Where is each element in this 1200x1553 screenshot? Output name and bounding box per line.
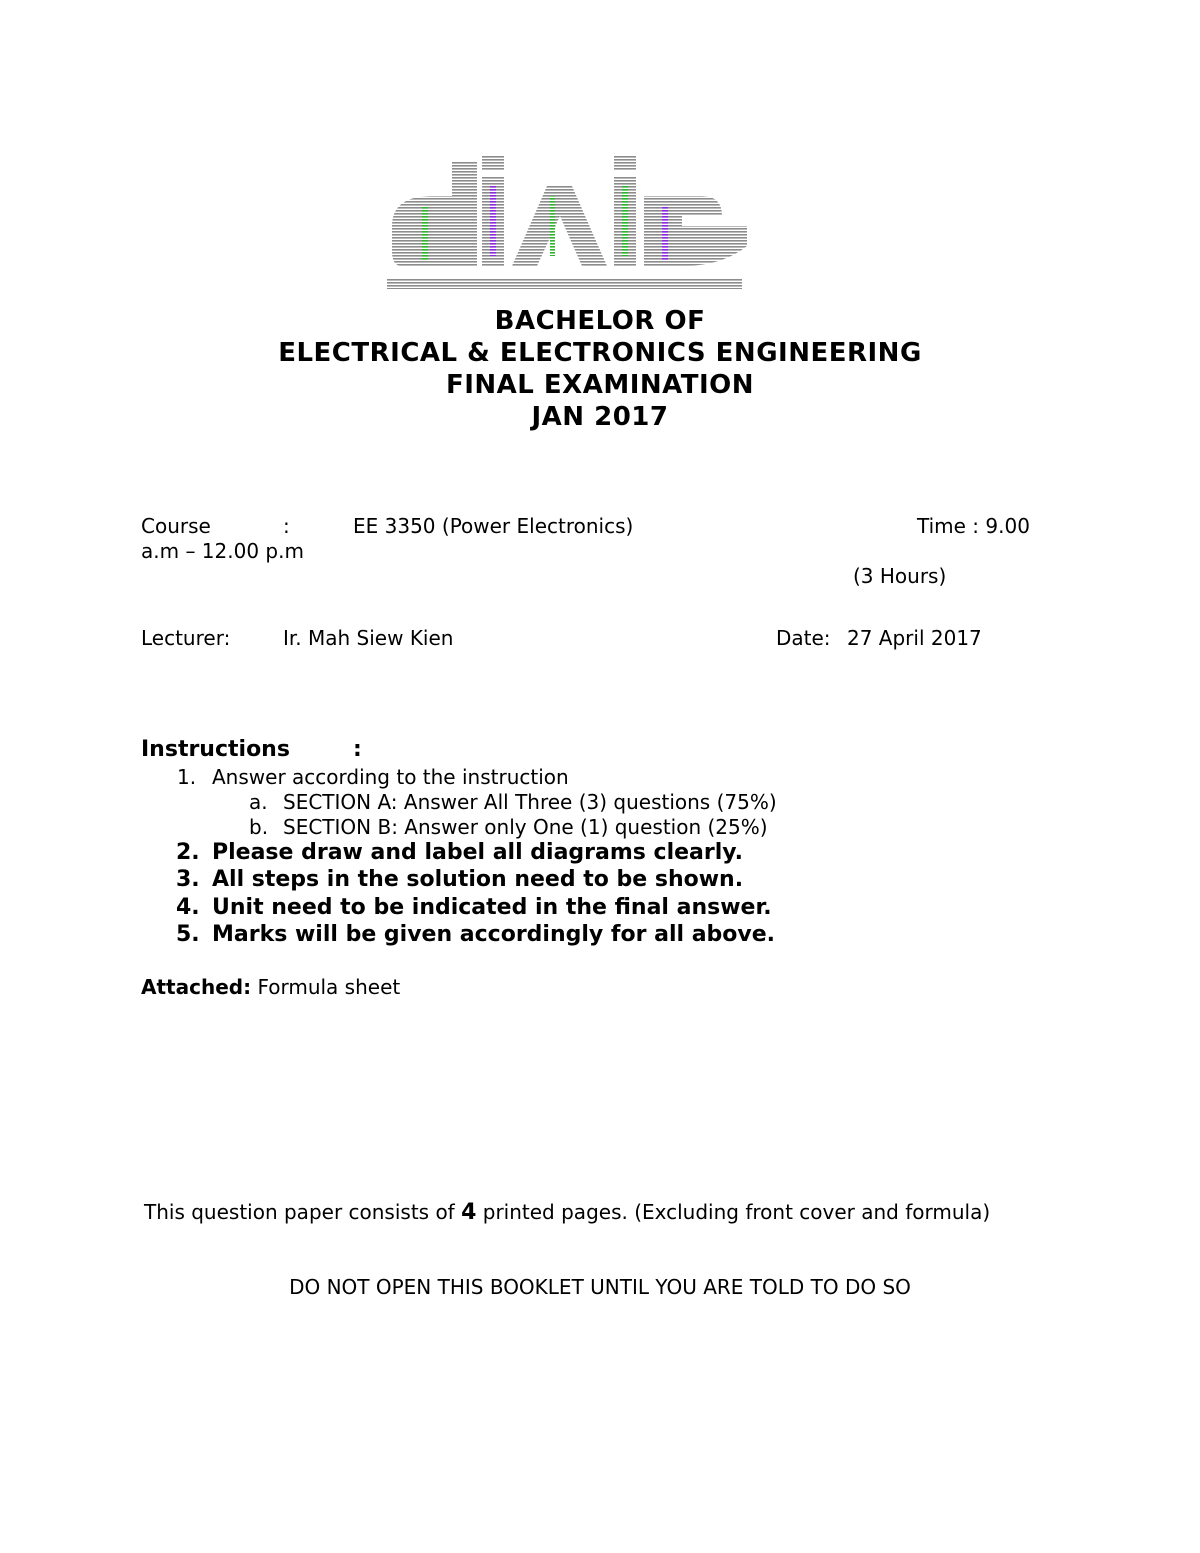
course-value: EE 3350 (Power Electronics) bbox=[353, 514, 634, 538]
attached-line bbox=[141, 975, 400, 999]
title-line-4: JAN 2017 bbox=[531, 402, 669, 432]
title-line-1: BACHELOR OF bbox=[494, 306, 706, 336]
instruction-number: 4. bbox=[176, 895, 200, 920]
instruction-number: 2. bbox=[176, 840, 200, 865]
page-count-number: 4 bbox=[461, 1200, 477, 1225]
instruction-text: Answer according to the instruction bbox=[212, 765, 569, 789]
instructions-heading: Instructions bbox=[141, 737, 290, 762]
title-line-2: ELECTRICAL & ELECTRONICS ENGINEERING bbox=[278, 338, 922, 368]
subinstruction-letter: a. bbox=[249, 790, 268, 814]
title-line-3: FINAL EXAMINATION bbox=[445, 370, 755, 400]
subinstruction-text: SECTION B: Answer only One (1) question (25%) bbox=[283, 815, 768, 839]
date-value: 27 April 2017 bbox=[847, 626, 982, 650]
time-value: Time : 9.00 bbox=[917, 514, 1030, 538]
course-label: Course bbox=[141, 514, 211, 538]
attached-label: Attached: bbox=[141, 975, 252, 999]
lecturer-value: Ir. Mah Siew Kien bbox=[283, 626, 454, 650]
instruction-number: 5. bbox=[176, 922, 200, 947]
instruction-text: Unit need to be indicated in the final answer. bbox=[212, 895, 772, 920]
time-value-wrap: a.m – 12.00 p.m bbox=[141, 539, 304, 563]
do-not-open-warning: DO NOT OPEN THIS BOOKLET UNTIL YOU ARE TOLD TO DO SO bbox=[289, 1275, 911, 1299]
instruction-number: 1. bbox=[177, 765, 197, 789]
instructions-colon: : bbox=[353, 737, 362, 762]
attached-value: Formula sheet bbox=[257, 975, 401, 999]
instruction-number: 3. bbox=[176, 867, 200, 892]
instruction-text: Marks will be given accordingly for all above. bbox=[212, 922, 776, 947]
instruction-text: Please draw and label all diagrams clearly. bbox=[212, 840, 743, 865]
page-count-line bbox=[144, 1200, 990, 1225]
subinstruction-letter: b. bbox=[249, 815, 269, 839]
page-count-prefix: This question paper consists of bbox=[144, 1200, 462, 1224]
instruction-text: All steps in the solution need to be shown. bbox=[212, 867, 744, 892]
duration: (3 Hours) bbox=[853, 564, 947, 588]
page-count-suffix: printed pages. (Excluding front cover and formula) bbox=[476, 1200, 991, 1224]
university-logo bbox=[382, 156, 748, 292]
lecturer-label: Lecturer: bbox=[141, 626, 231, 650]
course-colon: : bbox=[283, 514, 290, 538]
date-label: Date: bbox=[776, 626, 831, 650]
subinstruction-text: SECTION A: Answer All Three (3) questions (75%) bbox=[283, 790, 777, 814]
